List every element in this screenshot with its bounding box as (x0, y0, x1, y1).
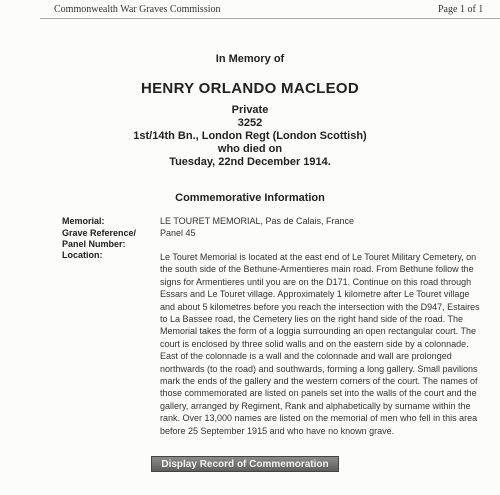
casualty-unit: 1st/14th Bn., London Regt (London Scottish) (133, 130, 367, 142)
location-description: Le Touret Memorial is located at the east end of Le Touret Military Cemetery, on the south side of the Bethune-Armentieres main road. From Bethune follow the signs for Armentieres until you are on the D171. Continue on this road through Essars and Le Touret village. Approximately 1 kilometre after Le Touret village and about 5 kilometres before you reach the intersection with the D947, Estaires to La Bassee road, the Cemetery lies on the right hand side of the road. The Memorial takes the form of a loggia surrounding an open rectangular court. The court is enclosed by three solid walls and on the eastern side by a colonnade. East of the colonnade is a wall and the colonnade and wall are prolonged northwards (to the road) and southwards, forming a long gallery. Small pavilions mark the ends of the gallery and the western corners of the court. The names of those commemorated are listed on panels set into the walls of the court and the gallery, arranged by Regiment, Rank and alphabetically by surname within the rank. Over 13,000 names are listed on the memorial of men who fell in this area before 25 September 1915 and who have no known grave. (160, 252, 480, 436)
header-divider (40, 18, 500, 19)
casualty-rank: Private (231, 104, 269, 116)
display-record-button[interactable]: Display Record of Commemoration (151, 456, 339, 472)
grave-reference-value: Panel 45 (160, 228, 196, 238)
location-label: Location: (62, 250, 103, 260)
commemorative-info-title: Commemorative Information (175, 192, 325, 204)
memorial-value: LE TOURET MEMORIAL, Pas de Calais, France (160, 216, 355, 226)
panel-number-label: Panel Number: (62, 239, 126, 249)
memorial-label: Memorial: (62, 216, 105, 226)
died-on-label: who died on (217, 143, 283, 155)
date-of-death: Tuesday, 22nd December 1914. (169, 156, 331, 168)
organisation-header: Commonwealth War Graves Commission (54, 4, 221, 15)
page-indicator: Page 1 of 1 (438, 4, 484, 15)
in-memory-heading: In Memory of (215, 53, 285, 65)
casualty-name: HENRY ORLANDO MACLEOD (141, 80, 359, 97)
grave-reference-label: Grave Reference/ (62, 228, 137, 238)
service-number: 3252 (237, 117, 263, 129)
